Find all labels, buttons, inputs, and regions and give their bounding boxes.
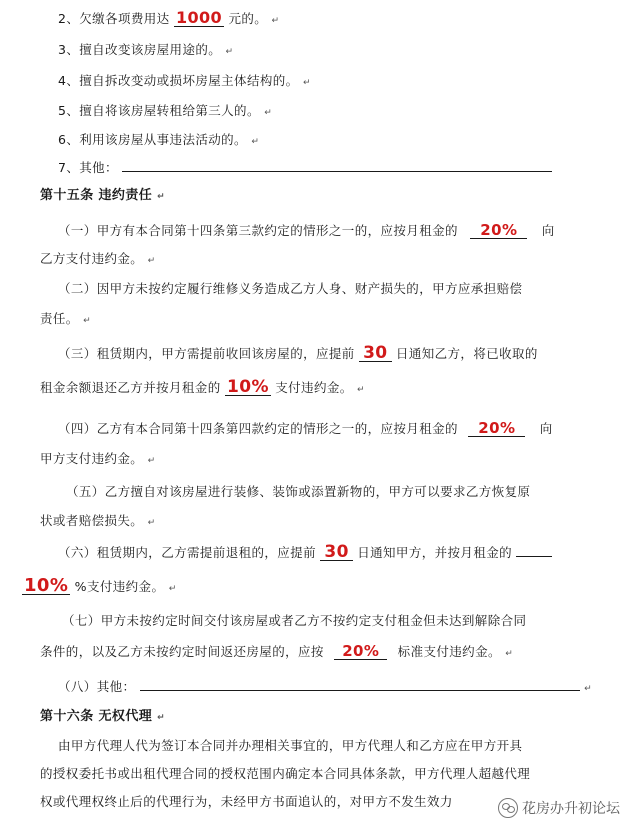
- clause-8: [58, 679, 592, 697]
- item-2-amount: 1000: [175, 8, 223, 27]
- paragraph-mark: ↵: [302, 78, 311, 88]
- clause-2-text-2: 责任。: [40, 311, 79, 326]
- clause-5-line-2: [40, 513, 156, 531]
- paragraph-mark: ↵: [357, 385, 365, 395]
- item-2: [58, 10, 279, 29]
- blank-fill-line: [516, 546, 552, 557]
- clause-3-line-1: [58, 345, 538, 362]
- article-16-text-2: 的授权委托书或出租代理合同的授权范围内确定本合同具体条款，甲方代理人超越代理: [40, 766, 531, 781]
- clause-6-text-end: 日通知甲方，并按月租金的: [357, 545, 513, 560]
- article-16-title-text: 第十六条 无权代理: [40, 709, 153, 724]
- article-16-text-3: 权或代理权终止后的代理行为，未经甲方书面追认的，对甲方不发生效力: [40, 794, 453, 809]
- item-3: [58, 42, 233, 60]
- paragraph-mark: ↵: [147, 518, 156, 528]
- article-16-line-2: [40, 766, 530, 782]
- item-5: [58, 103, 272, 121]
- item-7-text: 7、其他：: [58, 160, 118, 175]
- clause-2-line-2: [40, 311, 91, 329]
- wechat-icon: [498, 798, 518, 818]
- paragraph-mark: ↵: [157, 192, 166, 202]
- clause-7-text-2-end: 标准支付违约金。: [397, 644, 501, 659]
- paragraph-mark: ↵: [147, 256, 156, 266]
- clause-4-text-2: 甲方支付违约金。: [40, 451, 144, 466]
- clause-7-line-1: [62, 613, 526, 629]
- clause-5-line-1: [66, 484, 530, 500]
- article-16-text-1: 由甲方代理人代为签订本合同并办理相关事宜的，甲方代理人和乙方应在甲方开具: [58, 738, 523, 753]
- clause-1-text: （一）甲方有本合同第十四条第三款约定的情形之一的，应按月租金的: [58, 223, 458, 238]
- paragraph-mark: ↵: [147, 456, 156, 466]
- watermark: [498, 798, 620, 818]
- clause-6-line-1: [58, 544, 552, 561]
- clause-1-text-2: 乙方支付违约金。: [40, 251, 144, 266]
- clause-8-text: （八）其他：: [58, 679, 136, 694]
- clause-4-value: 20%: [468, 420, 525, 437]
- item-3-text: 3、擅自改变该房屋用途的。: [58, 42, 222, 57]
- item-5-text: 5、擅自将该房屋转租给第三人的。: [58, 103, 260, 118]
- clause-5-text: （五）乙方擅自对该房屋进行装修、装饰或添置新物的，甲方可以要求乙方恢复原: [66, 484, 531, 499]
- item-6-text: 6、利用该房屋从事违法活动的。: [58, 132, 247, 147]
- paragraph-mark: ↵: [584, 684, 593, 694]
- clause-4-line-1: [58, 420, 553, 437]
- clause-6-line-2: [22, 575, 177, 597]
- paragraph-mark: ↵: [505, 649, 514, 659]
- clause-3-text-2-end: 支付违约金。: [275, 380, 353, 395]
- clause-3-text: （三）租赁期内，甲方需提前收回该房屋的，应提前: [58, 346, 355, 361]
- clause-4-text-end: 向: [539, 421, 553, 436]
- blank-fill-line: [122, 161, 552, 172]
- clause-3-text-2: 租金余额退还乙方并按月租金的: [40, 380, 221, 395]
- paragraph-mark: ↵: [225, 47, 234, 57]
- clause-1-text-end: 向: [541, 223, 555, 238]
- clause-4-text: （四）乙方有本合同第十四条第四款约定的情形之一的，应按月租金的: [58, 421, 458, 436]
- paragraph-mark: ↵: [251, 137, 260, 147]
- clause-3-percent: 10%: [226, 377, 269, 397]
- clause-2-text: （二）因甲方未按约定履行维修义务造成乙方人身、财产损失的，甲方应承担赔偿: [58, 281, 523, 296]
- watermark-text: 花房办升初论坛: [522, 801, 620, 817]
- clause-7-text-2: 条件的，以及乙方未按约定时间返还房屋的，应按: [40, 644, 324, 659]
- item-2-text-end: 元的。: [228, 11, 268, 26]
- clause-6-text-2-end: %支付违约金。: [74, 579, 165, 594]
- item-2-text: 2、欠缴各项费用达: [58, 11, 170, 26]
- clause-7-line-2: [40, 643, 513, 662]
- clause-1-line-2: [40, 251, 156, 269]
- item-4: [58, 73, 311, 91]
- article-15-title: [40, 188, 165, 205]
- clause-5-text-2: 状或者赔偿损失。: [40, 513, 144, 528]
- paragraph-mark: ↵: [83, 316, 92, 326]
- article-16-line-3: [40, 794, 453, 810]
- blank-fill-line: [140, 680, 580, 691]
- paragraph-mark: ↵: [157, 713, 166, 723]
- item-7: [58, 160, 552, 176]
- clause-7-text: （七）甲方未按约定时间交付该房屋或者乙方不按约定支付租金但未达到解除合同: [62, 613, 527, 628]
- clause-1-line-1: [58, 222, 555, 239]
- article-16-title: [40, 709, 165, 726]
- article-16-line-1: [58, 738, 522, 754]
- article-15-title-text: 第十五条 违约责任: [40, 188, 153, 203]
- item-6: [58, 132, 259, 150]
- paragraph-mark: ↵: [264, 108, 273, 118]
- item-4-text: 4、擅自拆改变动或损坏房屋主体结构的。: [58, 73, 299, 88]
- clause-3-text-end: 日通知乙方，将已收取的: [395, 346, 538, 361]
- clause-3-days: 30: [359, 345, 391, 362]
- clause-3-line-2: [40, 379, 365, 398]
- clause-1-value: 20%: [470, 222, 527, 239]
- paragraph-mark: ↵: [168, 584, 177, 594]
- clause-6-days: 30: [320, 544, 352, 561]
- paragraph-mark: ↵: [271, 16, 280, 26]
- clause-7-value: 20%: [334, 643, 387, 660]
- clause-2-line-1: [58, 281, 522, 297]
- clause-6-percent: 10%: [24, 575, 69, 596]
- clause-6-text: （六）租赁期内，乙方需提前退租的，应提前: [58, 545, 317, 560]
- clause-4-line-2: [40, 451, 156, 469]
